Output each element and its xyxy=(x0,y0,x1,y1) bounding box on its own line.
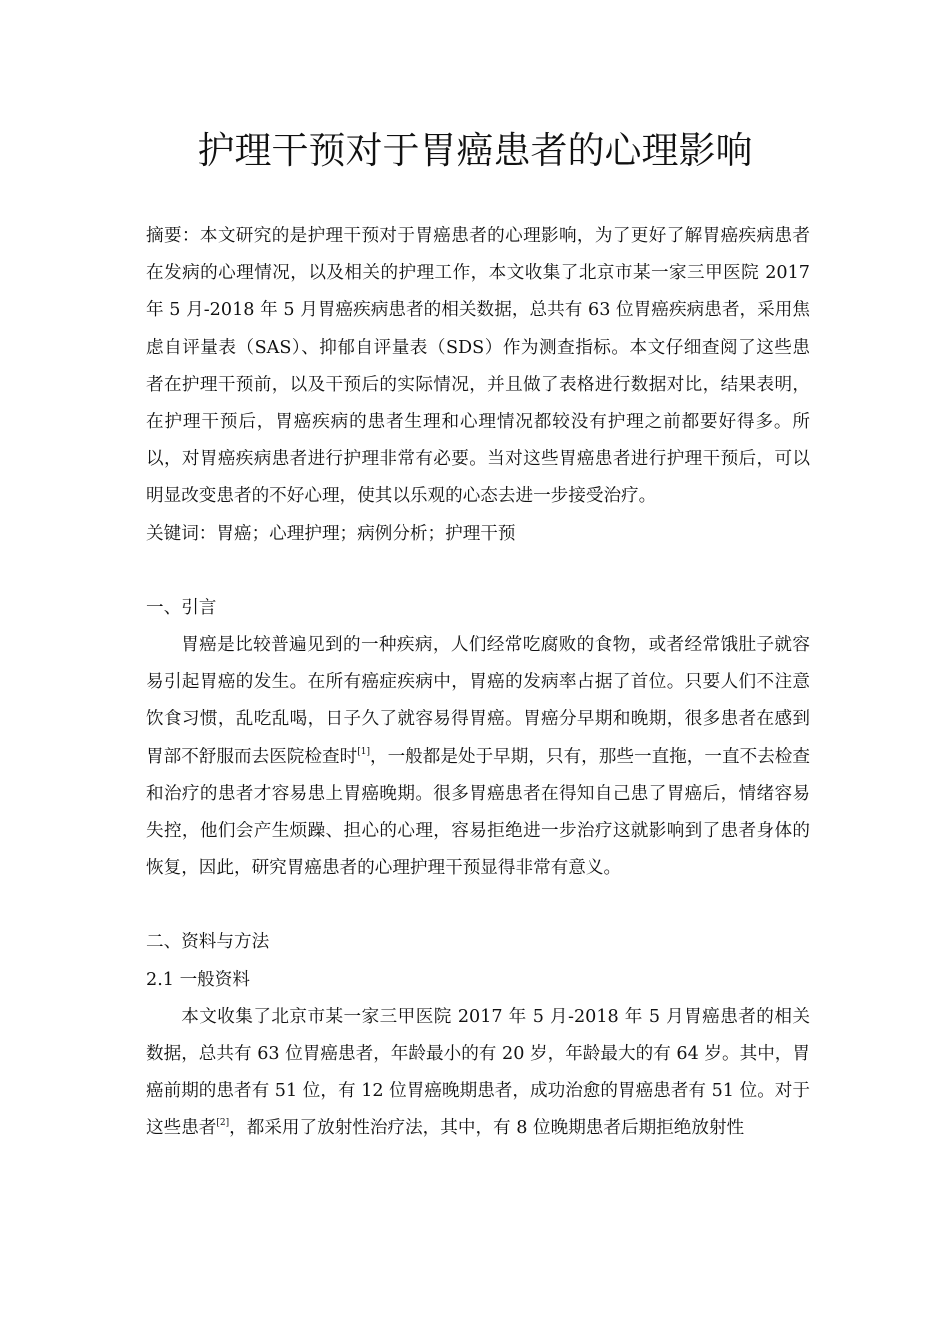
introduction-text-part2: ，一般都是处于早期，只有，那些一直拖，一直不去检查和治疗的患者才容易患上胃癌晚期。很多胃癌患者在得知自己患了胃癌后，情绪容易失控，他们会产生烦躁、担心的心理，容易拒绝进一步治疗这就影响到了患者身体的恢复，因此，研究胃癌患者的心理护理干预显得非常有意义。 xyxy=(146,746,810,879)
section-heading-introduction: 一、引言 xyxy=(146,597,217,618)
general-data-text-part2: ，都采用了放射性治疗法，其中，有 8 位晚期患者后期拒绝放射性 xyxy=(229,1118,745,1139)
abstract: 摘要：本文研究的是护理干预对于胃癌患者的心理影响，为了更好了解胃癌疾病患者在发病的心理情况，以及相关的护理工作，本文收集了北京市某一家三甲医院 2017 年 5 月-2018 年 5 月胃癌疾病患者的相关数据，总共有 63 位胃癌疾病患者，采用焦虑自评量表（SAS）、抑郁自评量表（SDS）作为测查指标。本文仔细查阅了这些患者在护理干预前，以及干预后的实际情况，并且做了表格进行数据对比，结果表明，在护理干预后，胃癌疾病的患者生理和心理情况都较没有护理之前都要好得多。所以，对胃癌疾病患者进行护理非常有必要。当对这些胃癌患者进行护理干预后，可以明显改变患者的不好心理，使其以乐观的心态去进一步接受治疗。 xyxy=(146,226,810,507)
keywords: 关键词：胃癌；心理护理；病例分析；护理干预 xyxy=(146,523,516,544)
introduction-text-part1: 胃癌是比较普遍见到的一种疾病，人们经常吃腐败的食物，或者经常饿肚子就容易引起胃癌的发生。在所有癌症疾病中，胃癌的发病率占据了首位。只要人们不注意饮食习惯，乱吃乱喝，日子久了就容易得胃癌。胃癌分早期和晚期，很多患者在感到胃部不舒服而去医院检查时 xyxy=(146,635,810,767)
subsection-heading-general-data: 2.1 一般资料 xyxy=(146,969,250,990)
general-data-paragraph xyxy=(146,999,810,1148)
document-title: 护理干预对于胃癌患者的心理影响 xyxy=(197,129,753,172)
document-body xyxy=(146,218,810,1148)
general-data-text-part1: 本文收集了北京市某一家三甲医院 2017 年 5 月-2018 年 5 月胃癌患者的相关数据，总共有 63 位胃癌患者，年龄最小的有 20 岁，年龄最大的有 64 岁。其中，胃癌前期的患者有 51 位，有 12 位胃癌晚期患者，成功治愈的胃癌患者有 51 位。对于这些患者 xyxy=(146,1006,810,1139)
spacer xyxy=(146,553,810,590)
section-heading-materials-methods: 二、资料与方法 xyxy=(146,932,270,953)
citation-ref-1: [1] xyxy=(357,746,370,757)
citation-ref-2: [2] xyxy=(216,1118,230,1129)
introduction-paragraph xyxy=(146,627,810,887)
spacer xyxy=(146,887,810,924)
